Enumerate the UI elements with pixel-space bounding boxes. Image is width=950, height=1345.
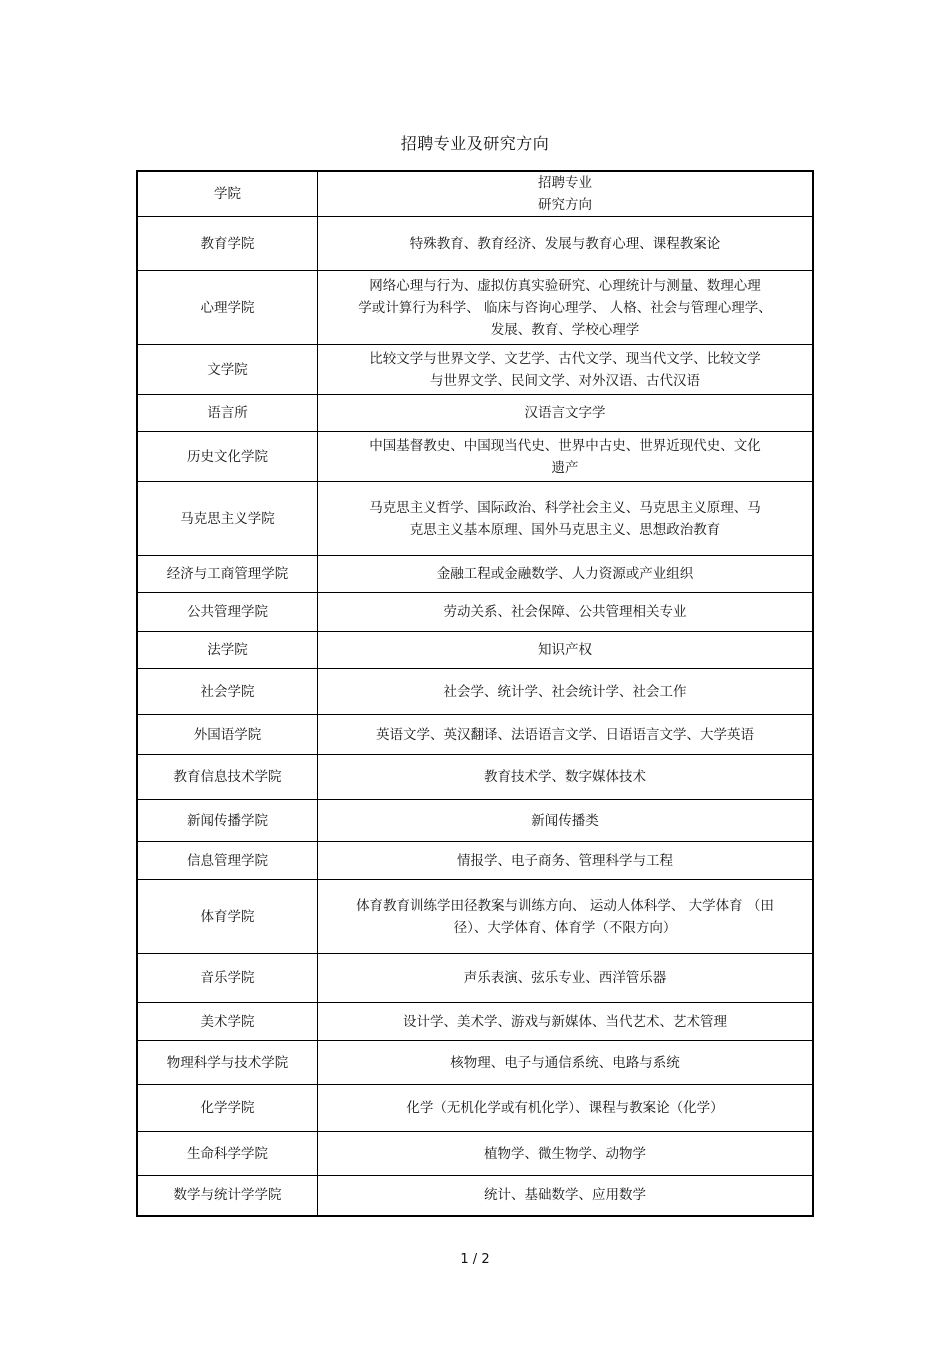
majors-table	[136, 170, 814, 1217]
direction-cell	[318, 755, 814, 800]
direction-cell	[318, 1003, 814, 1041]
direction-cell	[318, 1176, 814, 1216]
direction-line: 学或计算行为科学、 临床与咨询心理学、 人格、社会与管理心理学、	[358, 299, 772, 316]
page-number: 1 / 2	[460, 1252, 490, 1267]
header-direction-line: 研究方向	[538, 197, 592, 213]
school-cell: 外国语学院	[137, 715, 318, 755]
table-row	[137, 755, 813, 800]
table-row	[137, 715, 813, 755]
direction-line: 遗产	[551, 459, 579, 476]
direction-line: 化学（无机化学或有机化学）、课程与教案论（化学）	[406, 1100, 724, 1116]
direction-cell	[318, 345, 814, 395]
table-row	[137, 271, 813, 345]
header-school-cell: 学院	[137, 171, 318, 217]
direction-line: 核物理、电子与通信系统、电路与系统	[450, 1054, 680, 1071]
direction-line: 马克思主义哲学、国际政治、科学社会主义、马克思主义原理、马	[369, 499, 761, 516]
direction-line: 劳动关系、社会保障、公共管理相关专业	[443, 604, 687, 620]
school-cell: 社会学院	[137, 669, 318, 715]
school-cell: 法学院	[137, 632, 318, 669]
direction-line: 汉语言文字学	[524, 405, 606, 421]
header-direction-cell	[318, 171, 814, 217]
direction-line: 知识产权	[538, 642, 592, 658]
school-cell: 历史文化学院	[137, 432, 318, 482]
direction-cell	[318, 1085, 814, 1132]
direction-line: 设计学、美术学、游戏与新媒体、当代艺术、艺术管理	[403, 1013, 727, 1030]
direction-line: 特殊教育、教育经济、发展与教育心理、课程教案论	[409, 235, 721, 252]
direction-cell	[318, 800, 814, 842]
table-row	[137, 593, 813, 632]
table-row	[137, 556, 813, 593]
direction-line: 统计、基础数学、应用数学	[484, 1187, 646, 1204]
table-row	[137, 800, 813, 842]
table-header-row	[137, 171, 813, 217]
table-row	[137, 395, 813, 432]
direction-cell	[318, 593, 814, 632]
school-cell: 语言所	[137, 395, 318, 432]
direction-line: 情报学、电子商务、管理科学与工程	[457, 852, 673, 869]
direction-line: 社会学、统计学、社会统计学、社会工作	[443, 683, 687, 700]
direction-line: 金融工程或金融数学、人力资源或产业组织	[436, 566, 694, 582]
table-row	[137, 880, 813, 954]
direction-cell	[318, 880, 814, 954]
direction-line: 克思主义基本原理、国外马克思主义、思想政治教育	[409, 521, 721, 538]
table-row	[137, 345, 813, 395]
school-cell: 新闻传播学院	[137, 800, 318, 842]
direction-cell	[318, 632, 814, 669]
direction-cell	[318, 954, 814, 1003]
table-row	[137, 1041, 813, 1085]
table-row	[137, 632, 813, 669]
table-row	[137, 1176, 813, 1216]
school-cell: 教育信息技术学院	[137, 755, 318, 800]
school-cell: 信息管理学院	[137, 842, 318, 880]
direction-cell	[318, 842, 814, 880]
direction-cell	[318, 395, 814, 432]
header-direction-line: 招聘专业	[538, 175, 592, 191]
direction-cell	[318, 715, 814, 755]
direction-line: 比较文学与世界文学、文艺学、古代文学、现当代文学、比较文学	[369, 350, 761, 367]
direction-cell	[318, 556, 814, 593]
school-cell: 物理科学与技术学院	[137, 1041, 318, 1085]
table-row	[137, 954, 813, 1003]
table-row	[137, 217, 813, 271]
direction-cell	[318, 217, 814, 271]
school-cell: 体育学院	[137, 880, 318, 954]
school-cell: 生命科学学院	[137, 1132, 318, 1176]
direction-line: 声乐表演、弦乐专业、西洋管乐器	[463, 970, 667, 986]
direction-cell	[318, 271, 814, 345]
direction-cell	[318, 432, 814, 482]
school-cell: 化学学院	[137, 1085, 318, 1132]
direction-cell	[318, 1132, 814, 1176]
table-row	[137, 1003, 813, 1041]
school-cell: 心理学院	[137, 271, 318, 345]
table-row	[137, 1132, 813, 1176]
direction-line: 教育技术学、数字媒体技术	[484, 769, 646, 785]
school-cell: 文学院	[137, 345, 318, 395]
school-cell: 经济与工商管理学院	[137, 556, 318, 593]
direction-line: 新闻传播类	[531, 812, 599, 829]
table-row	[137, 482, 813, 556]
direction-line: 与世界文学、民间文学、对外汉语、古代汉语	[430, 372, 700, 389]
direction-cell	[318, 669, 814, 715]
school-cell: 音乐学院	[137, 954, 318, 1003]
direction-line: 植物学、微生物学、动物学	[484, 1145, 646, 1162]
direction-cell	[318, 1041, 814, 1085]
direction-line: 体育教育训练学田径教案与训练方向、 运动人体科学、 大学体育 （田	[356, 897, 774, 914]
majors-table-body	[137, 171, 813, 1216]
table-row	[137, 1085, 813, 1132]
direction-line: 径）、大学体育、体育学（不限方向）	[453, 919, 677, 936]
table-row	[137, 669, 813, 715]
direction-line: 英语文学、英汉翻译、法语语言文学、日语语言文学、大学英语	[376, 726, 754, 743]
direction-line: 发展、教育、学校心理学	[490, 321, 640, 338]
direction-cell	[318, 482, 814, 556]
table-row	[137, 842, 813, 880]
table-row	[137, 432, 813, 482]
school-cell: 公共管理学院	[137, 593, 318, 632]
school-cell: 数学与统计学学院	[137, 1176, 318, 1216]
direction-line: 网络心理与行为、虚拟仿真实验研究、心理统计与测量、数理心理	[369, 277, 761, 294]
school-cell: 教育学院	[137, 217, 318, 271]
school-cell: 马克思主义学院	[137, 482, 318, 556]
direction-line: 中国基督教史、中国现当代史、世界中古史、世界近现代史、文化	[369, 437, 761, 454]
school-cell: 美术学院	[137, 1003, 318, 1041]
page-title: 招聘专业及研究方向	[400, 134, 550, 153]
